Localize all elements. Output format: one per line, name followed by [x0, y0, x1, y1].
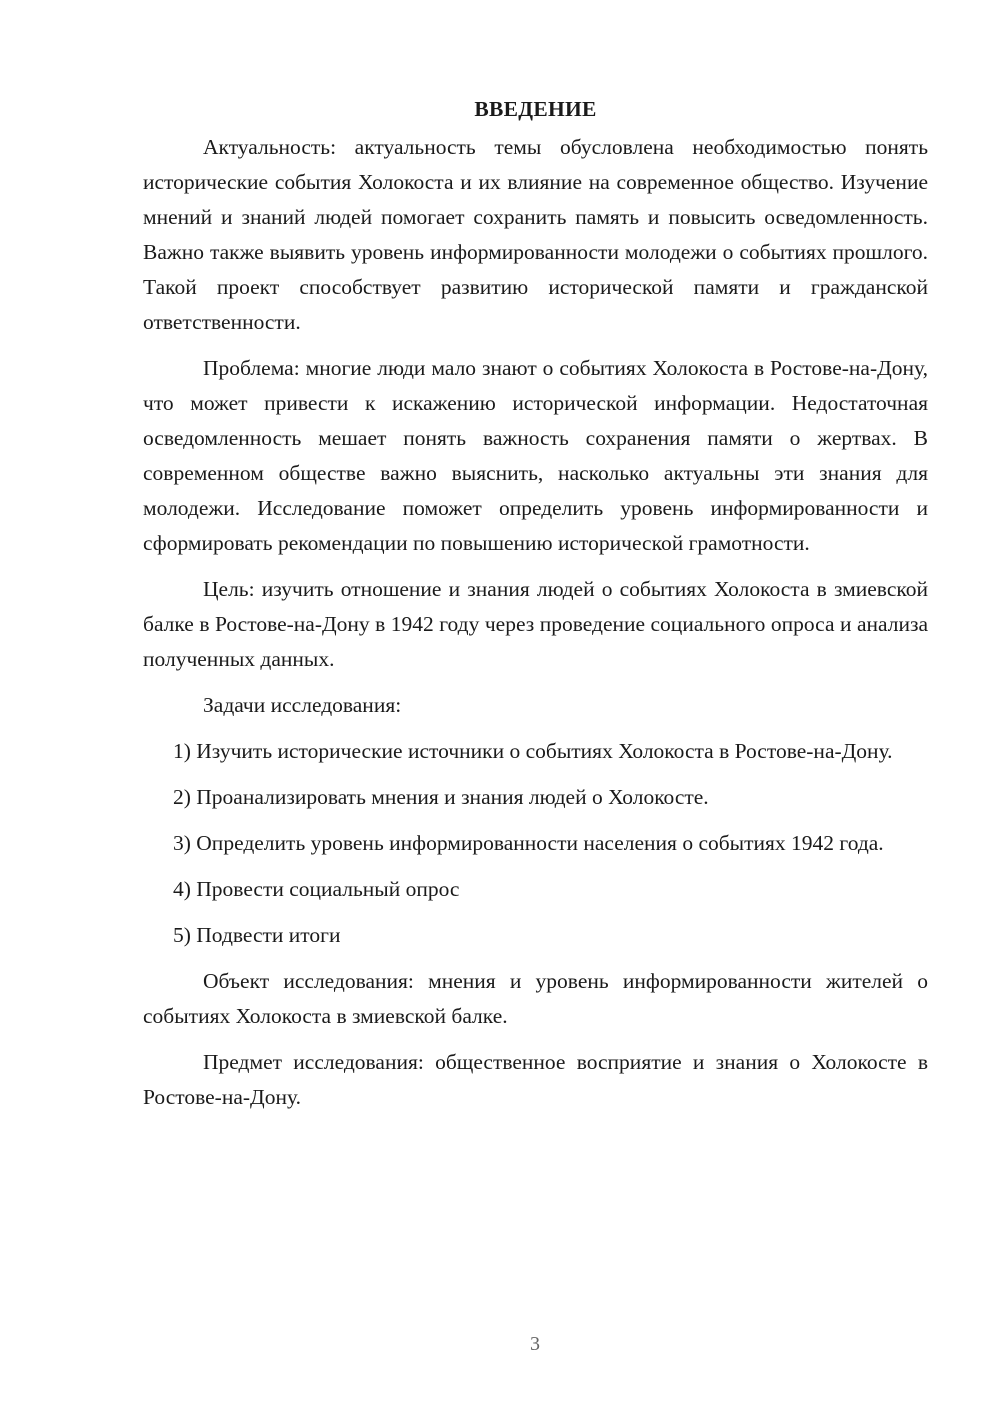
- task-item-4: 4) Провести социальный опрос: [173, 877, 460, 901]
- task-item-3: 3) Определить уровень информированности населения о событиях 1942 года.: [173, 831, 884, 855]
- section-heading: ВВЕДЕНИЕ: [474, 97, 597, 121]
- goal-paragraph: Цель: изучить отношение и знания людей о событиях Холокоста в змиевской балке в Ростове-на-Дону в 1942 году через проведение социального опроса и анализа полученных данных.: [143, 577, 928, 671]
- subject-paragraph: Предмет исследования: общественное восприятие и знания о Холокосте в Ростове-на-Дону.: [143, 1050, 928, 1109]
- task-item-2: 2) Проанализировать мнения и знания людей о Холокосте.: [173, 785, 709, 809]
- task-item-5: 5) Подвести итоги: [173, 923, 341, 947]
- task-item-1: 1) Изучить исторические источники о событиях Холокоста в Ростове-на-Дону.: [173, 739, 893, 763]
- problem-paragraph: Проблема: многие люди мало знают о событиях Холокоста в Ростове-на-Дону, что может привести к искажению исторической информации. Недостаточная осведомленность мешает понять важность сохранения памяти о жертвах. В современном обществе важно выяснить, насколько актуальны эти знания для молодежи. Исследование поможет определить уровень информированности и сформировать рекомендации по повышению исторической грамотности.: [143, 356, 928, 555]
- page-number: 3: [530, 1333, 540, 1355]
- page-content: [143, 94, 928, 1126]
- relevance-paragraph: Актуальность: актуальность темы обусловлена необходимостью понять исторические события Холокоста и их влияние на современное общество. Изучение мнений и знаний людей помогает сохранить память и повысить осведомленность. Важно также выявить уровень информированности молодежи о событиях прошлого. Такой проект способствует развитию исторической памяти и гражданской ответственности.: [143, 135, 928, 334]
- tasks-label: Задачи исследования:: [203, 693, 402, 717]
- object-paragraph: Объект исследования: мнения и уровень информированности жителей о событиях Холокоста в змиевской балке.: [143, 969, 928, 1028]
